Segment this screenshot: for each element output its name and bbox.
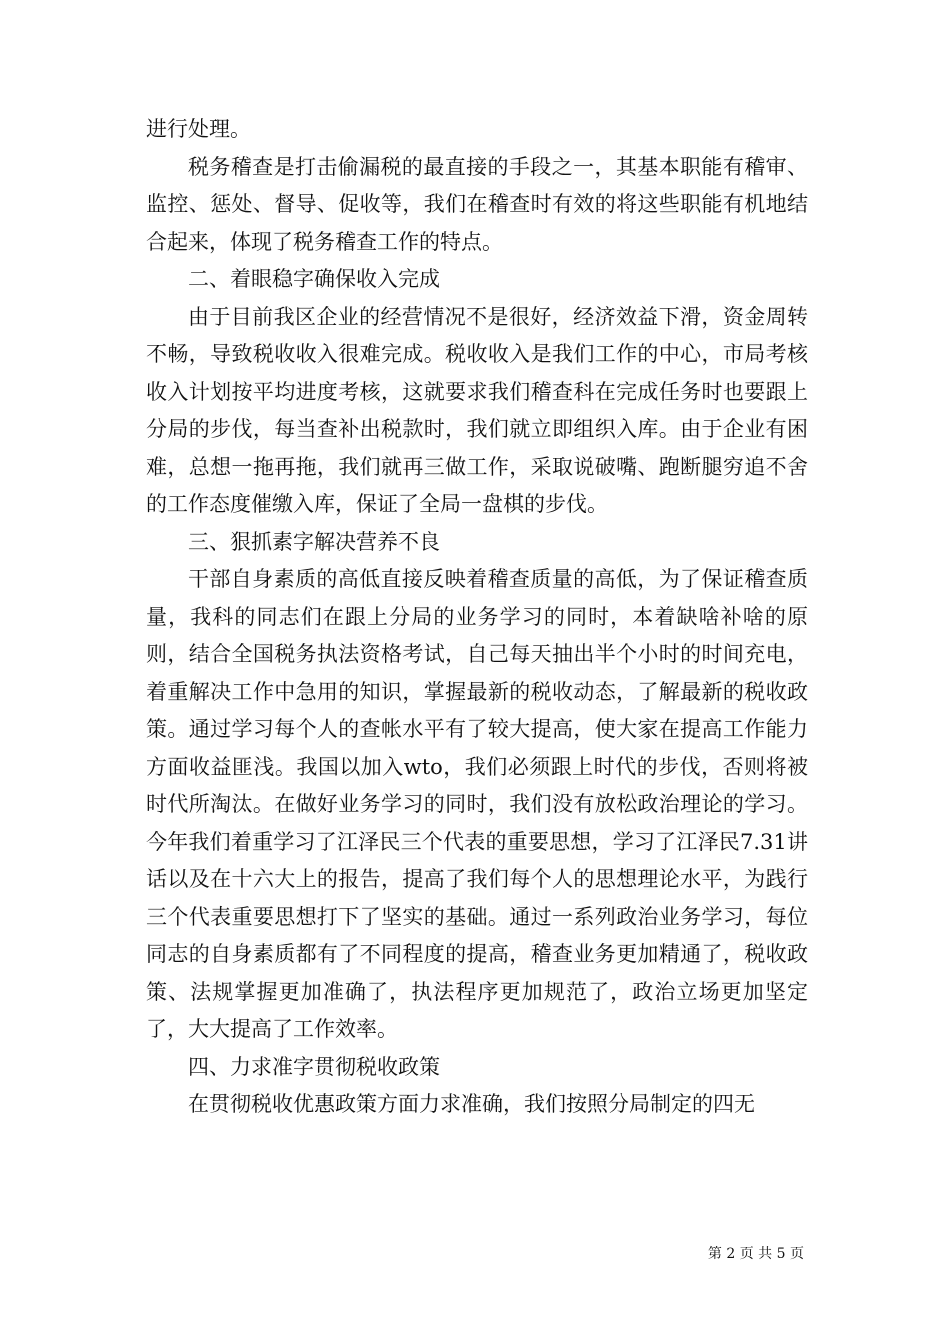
page-number: 第 2 页 共 5 页 xyxy=(707,1246,804,1262)
paragraph-quality: 干部自身素质的高低直接反映着稽查质量的高低，为了保证稽查质量，我科的同志们在跟上分局的业务学习的同时，本着缺啥补啥的原则，结合全国税务执法资格考试，自己每天抽出半个小时的时间充电，着重解决工作中急用的知识，掌握最新的税收动态，了解最新的税收政策。通过学习每个人的查帐水平有了较大提高，使大家在提高工作能力方面收益匪浅。我国以加入wto，我们必须跟上时代的步伐，否则将被时代所淘汰。在做好业务学习的同时，我们没有放松政治理论的学习。今年我们着重学习了江泽民三个代表的重要思想，学习了江泽民7.31讲话以及在十六大上的报告，提高了我们每个人的思想理论水平，为践行三个代表重要思想打下了坚实的基础。通过一系列政治业务学习，每位同志的自身素质都有了不同程度的提高，稽查业务更加精通了，税收政策、法规掌握更加准确了，执法程序更加规范了，政治立场更加坚定了，大大提高了工作效率。 xyxy=(146,567,808,1041)
section-heading-2: 二、着眼稳字确保收入完成 xyxy=(188,267,440,291)
paragraph-continuation: 进行处理。 xyxy=(146,117,251,141)
paragraph-revenue: 由于目前我区企业的经营情况不是很好，经济效益下滑，资金周转不畅，导致税收收入很难完成。税收收入是我们工作的中心，市局考核收入计划按平均进度考核，这就要求我们稽查科在完成任务时也要跟上分局的步伐，每当查补出税款时，我们就立即组织入库。由于企业有困难，总想一拖再拖，我们就再三做工作，采取说破嘴、跑断腿穷追不舍的工作态度催缴入库，保证了全局一盘棋的步伐。 xyxy=(146,304,808,516)
document-body xyxy=(146,111,808,1124)
section-heading-3: 三、狠抓素字解决营养不良 xyxy=(188,529,440,554)
paragraph-audit-functions: 税务稽查是打击偷漏税的最直接的手段之一，其基本职能有稽审、监控、惩处、督导、促收等，我们在稽查时有效的将这些职能有机地结合起来，体现了税务稽查工作的特点。 xyxy=(146,154,808,254)
paragraph-policy: 在贯彻税收优惠政策方面力求准确，我们按照分局制定的四无 xyxy=(188,1092,755,1116)
section-heading-4: 四、力求准字贯彻税收政策 xyxy=(188,1054,440,1079)
